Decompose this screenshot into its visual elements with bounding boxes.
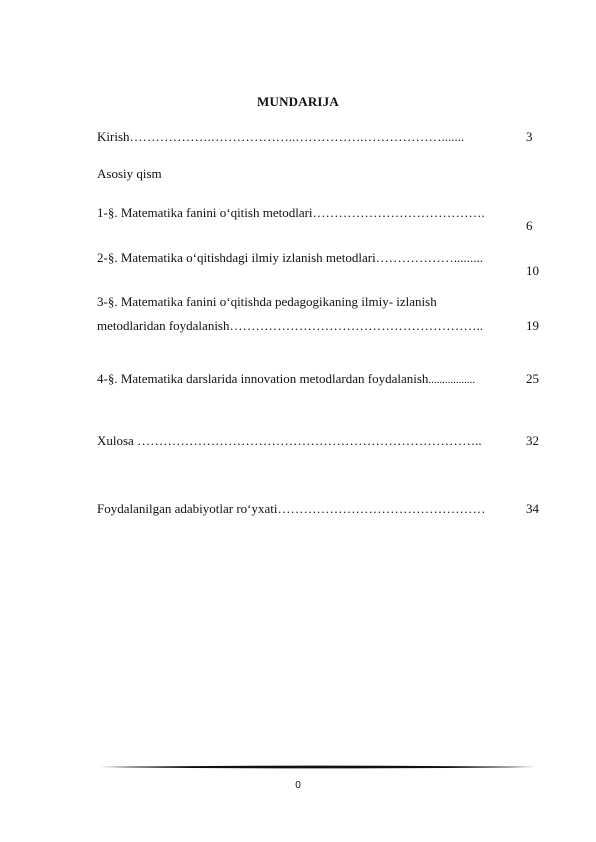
toc-page-number: 6 (526, 218, 533, 233)
toc-page-number: 10 (526, 263, 539, 278)
toc-page-number: 3 (526, 129, 533, 144)
toc-entry-label: Foydalanilgan adabiyotlar ro‘yxati (97, 501, 278, 516)
toc-page-number: 25 (526, 371, 539, 386)
toc-leader: ………………......... (375, 250, 483, 265)
toc-entry-label: 1-§. Matematika fanini o‘qitish metodlari (97, 205, 313, 220)
footer-divider (100, 762, 536, 772)
toc-entry-label: 3-§. Matematika fanini o‘qitishda pedagogikaning ilmiy- izlanish (97, 294, 437, 309)
toc-leader: …………………………………………………………………….. (137, 433, 482, 448)
toc-entry-label: Kirish (97, 129, 130, 144)
toc-page-number: 32 (526, 433, 539, 448)
toc-leader: ……………….………………..…………….………………....... (129, 129, 465, 144)
toc-title: MUNDARIJA (257, 94, 339, 109)
toc-entry-label: Xulosa (97, 433, 138, 448)
toc-leader: ………………………………………… (277, 501, 486, 516)
toc-page-number: 34 (526, 501, 539, 516)
toc-entry-label: 2-§. Matematika o‘qitishdagi ilmiy izlanish metodlari (97, 250, 376, 265)
toc-page-number: 19 (526, 318, 539, 333)
toc-entry-label-continued: metodlaridan foydalanish (97, 318, 230, 333)
toc-leader: ………………………………………………….. (229, 318, 483, 333)
toc-entry-label: Asosiy qism (97, 166, 162, 181)
toc-leader: ................. (428, 374, 476, 386)
toc-entry-label: 4-§. Matematika darslarida innovation metodlardan foydalanish (97, 371, 429, 386)
page-number: 0 (295, 780, 301, 791)
toc-leader: …………………………………. (312, 205, 485, 220)
